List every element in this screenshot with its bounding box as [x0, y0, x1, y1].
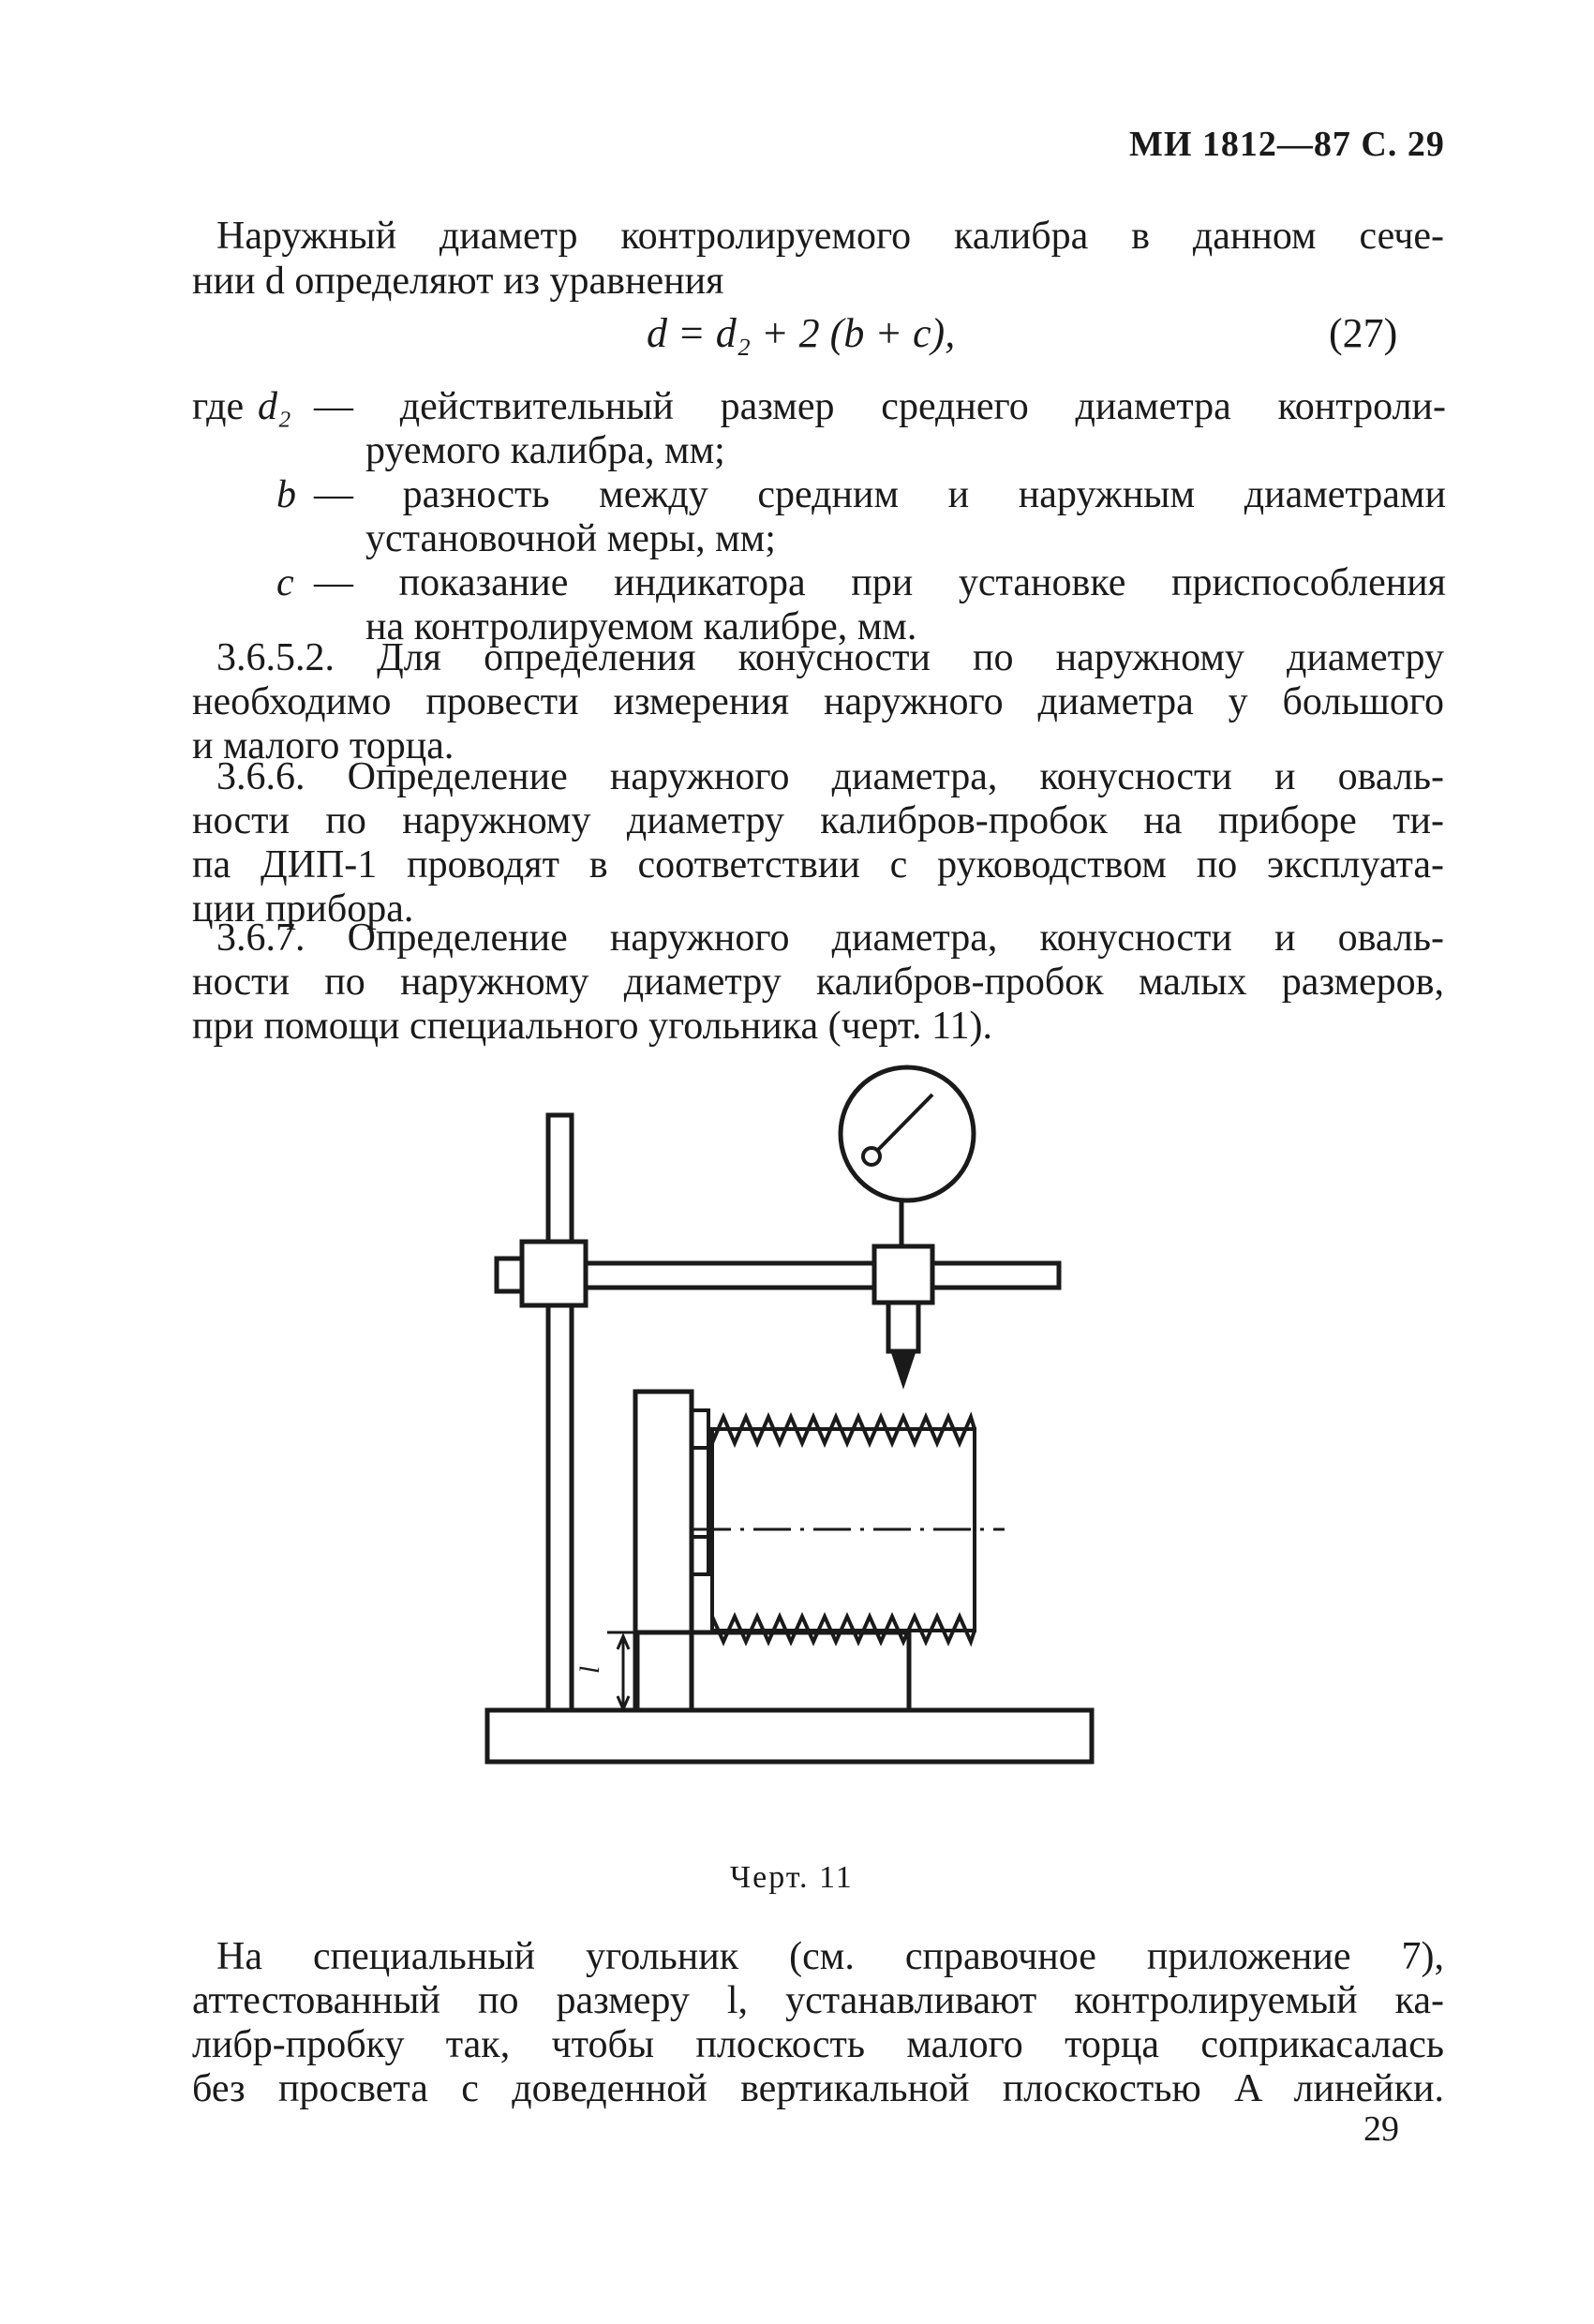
base-plate	[487, 1710, 1092, 1762]
formula-number: (27)	[1329, 310, 1398, 356]
para-366-line-4: ции прибора.	[192, 887, 414, 931]
para-367-line-1: 3.6.7. Определение наружного диаметра, конусности и оваль-	[216, 916, 1444, 960]
closing-line-2: аттестованный по размеру l, устанавливают контролируемый ка-	[192, 1979, 1444, 2022]
para-367-line-2: ности по наружному диаметру калибров-пробок малых размеров,	[192, 961, 1444, 1004]
para-366-line-1: 3.6.6. Определение наружного диаметра, конусности и оваль-	[216, 755, 1444, 798]
para-366-line-3: па ДИП-1 проводят в соответствии с руководством по эксплуата-	[192, 843, 1444, 886]
dimension-label-l: l	[574, 1665, 606, 1675]
support-block	[637, 1632, 909, 1710]
document-reference: МИ 1812—87 С. 29	[1129, 125, 1445, 164]
b-symbol: b	[276, 473, 296, 516]
indicator-tip	[892, 1351, 915, 1385]
closing-line-1: На специальный угольник (см. справочное приложение 7),	[216, 1935, 1444, 1978]
intro-line-2: нии d определяют из уравнения	[192, 260, 724, 303]
closing-line-3: либр-пробку так, чтобы плоскость малого торца соприкасалась	[192, 2023, 1444, 2066]
closing-line-4: без просвета с доведенной вертикальной плоскостью A линейки.	[192, 2067, 1444, 2110]
para-3652-line-3: и малого торца.	[192, 724, 454, 767]
d2-definition-line-2: руемого калибра, мм;	[365, 429, 725, 472]
figure-caption: Черт. 11	[730, 1860, 854, 1895]
where-label: где	[192, 385, 245, 428]
c-definition-line-2: на контролируемом калибре, мм.	[365, 605, 917, 648]
horizontal-arm	[586, 1263, 1059, 1288]
b-definition-line-1: — разность между средним и наружным диаметрами	[314, 473, 1446, 516]
arm-left-end	[497, 1259, 522, 1291]
vertical-column	[548, 1115, 572, 1710]
dial-gauge	[841, 1067, 974, 1200]
formula-27: d = d₂ + 2 (b + c),	[647, 310, 956, 356]
intro-line-1: Наружный диаметр контролируемого калибра в данном сече-	[216, 215, 1444, 258]
column-clamp	[522, 1242, 586, 1305]
page-number: 29	[1363, 2109, 1399, 2149]
b-definition-line-2: установочной меры, мм;	[365, 517, 776, 560]
d2-symbol: d₂	[258, 385, 291, 428]
para-3652-line-1: 3.6.5.2. Для определения конусности по наружному диаметру	[216, 636, 1444, 679]
c-definition-line-1: — показание индикатора при установке приспособления	[314, 561, 1446, 604]
para-366-line-2: ности по наружному диаметру калибров-пробок на приборе ти-	[192, 799, 1444, 842]
c-symbol: c	[276, 561, 294, 604]
indicator-clamp	[874, 1246, 932, 1303]
indicator-stem-lower	[888, 1303, 918, 1351]
d2-definition-line-1: — действительный размер среднего диаметра контроли-	[314, 385, 1446, 428]
para-367-line-3: при помощи специального угольника (черт. 11).	[192, 1005, 992, 1048]
para-3652-line-2: необходимо провести измерения наружного диаметра у большого	[192, 680, 1444, 723]
angle-vertical-plate	[635, 1392, 692, 1710]
